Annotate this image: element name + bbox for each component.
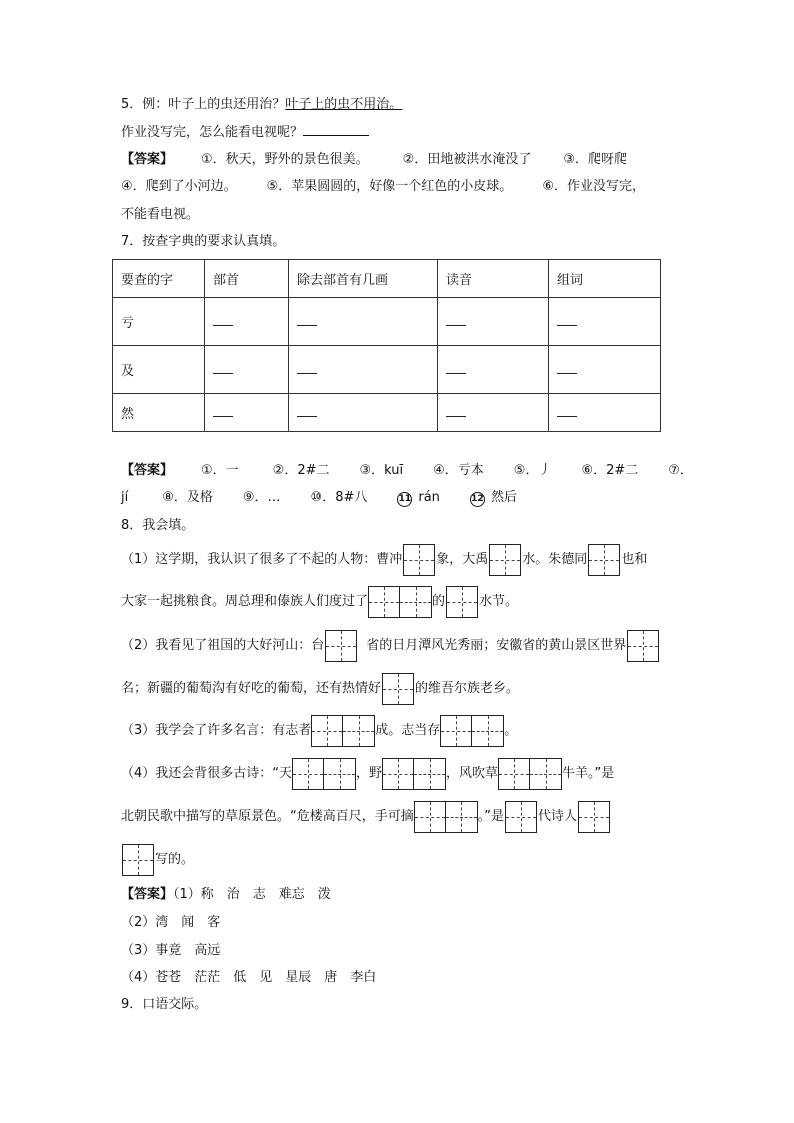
- q8-ans-1: （1）称 治 志 难忘 泼: [173, 887, 331, 902]
- fill-blank[interactable]: [297, 313, 317, 326]
- q7-ans-3: ③．kuī: [359, 463, 404, 478]
- q8-p4-text: （4）我还会背很多古诗：“天: [121, 766, 293, 781]
- q8-p1-text: 水。朱德同: [522, 552, 588, 567]
- fill-blank[interactable]: [297, 404, 317, 417]
- q8-p4b-text: 北朝民歌中描写的草原景色。“危楼高百尺，手可摘: [121, 809, 414, 824]
- q8-p4-text: ，风吹草: [446, 766, 499, 781]
- tianzi-box[interactable]: [311, 715, 343, 747]
- q7-ans-12: 然后: [490, 490, 517, 505]
- tianzi-box[interactable]: [382, 673, 414, 705]
- q8-p4b-text: 代诗人: [538, 809, 578, 824]
- q8-p3-text: （3）我学会了许多名言：有志者: [121, 723, 312, 738]
- q7-ans-5: ⑤．丿: [513, 463, 552, 478]
- q5-ans-6-cont: 不能看电视。: [121, 207, 200, 222]
- q7-ans-8: ⑧．及格: [162, 490, 213, 505]
- fill-blank[interactable]: [213, 313, 233, 326]
- tianzi-box[interactable]: [498, 758, 530, 790]
- tianzi-box[interactable]: [325, 630, 357, 662]
- table-row: [113, 298, 661, 346]
- q5-ans-6: ⑥．作业没写完，: [542, 179, 645, 194]
- q7-ans-11-number: 11: [397, 492, 412, 507]
- q8-p3-text: 。: [504, 723, 518, 738]
- tianzi-box[interactable]: [505, 801, 537, 833]
- q8-p1b-text: 的: [432, 594, 446, 609]
- answer-tag: 【答案】: [121, 887, 174, 902]
- q8-p4: [121, 757, 614, 791]
- q8-p2b: [121, 672, 519, 706]
- tianzi-box[interactable]: [440, 715, 472, 747]
- tianzi-box[interactable]: [324, 758, 356, 790]
- row-char: 亏: [113, 298, 205, 346]
- q5-example-answer: 叶子上的虫不用治。: [285, 97, 403, 112]
- fill-blank[interactable]: [213, 361, 233, 374]
- q8-p4c: [121, 843, 194, 877]
- q8-p1-text: 也和: [621, 552, 648, 567]
- q8-p4b-text: 。”是: [477, 809, 504, 824]
- q8-p3: [121, 714, 517, 748]
- q9-title: 9．口语交际。: [121, 997, 208, 1012]
- q7-ans-12-number: 12: [470, 492, 485, 507]
- q8-p2: [121, 629, 660, 663]
- q8-p1b: [121, 585, 518, 619]
- q7-ans-2: ②．2#二: [272, 463, 330, 478]
- fill-blank[interactable]: [446, 361, 466, 374]
- q7-ans-6: ⑥．2#二: [581, 463, 639, 478]
- tianzi-box[interactable]: [414, 758, 446, 790]
- tianzi-box[interactable]: [530, 758, 562, 790]
- fill-blank[interactable]: [297, 361, 317, 374]
- q5-answer-line-2: [121, 178, 645, 196]
- q8-answer-line-3: （3）事竟 高远: [121, 943, 221, 958]
- dictionary-table: [112, 259, 661, 432]
- tianzi-box[interactable]: [446, 801, 478, 833]
- q8-p2b-text: 的维吾尔族老乡。: [415, 681, 520, 696]
- row-char: 然: [113, 394, 205, 432]
- q5-ans-2: ②．田地被洪水淹没了: [402, 152, 532, 167]
- q7-title: 7．按查字典的要求认真填。: [121, 234, 286, 249]
- q5-ans-1: ①．秋天，野外的景色很美。: [201, 152, 369, 167]
- fill-blank[interactable]: [213, 404, 233, 417]
- tianzi-box[interactable]: [122, 844, 154, 876]
- q7-ans-1: ①．一: [201, 463, 239, 478]
- q5-prompt-line: [121, 124, 369, 142]
- fill-blank[interactable]: [557, 404, 577, 417]
- tianzi-box[interactable]: [627, 630, 659, 662]
- q7-answer-line-2: [121, 489, 517, 507]
- q5-ans-3: ③．爬呀爬: [563, 152, 627, 167]
- q5-prompt: 作业没写完，怎么能看电视呢？: [121, 125, 304, 140]
- header-words: 组词: [549, 260, 661, 298]
- tianzi-box[interactable]: [414, 801, 446, 833]
- q7-ans-4: ④．亏本: [433, 463, 484, 478]
- q8-p2-text: 省的日月潭风光秀丽；安徽省的黄山景区世界: [366, 638, 627, 653]
- q5-answer-blank[interactable]: [303, 135, 369, 136]
- q8-p1b-text: 水节。: [479, 594, 519, 609]
- tianzi-box[interactable]: [578, 801, 610, 833]
- table-row: [113, 346, 661, 394]
- answer-tag: 【答案】: [121, 152, 174, 167]
- table-row: [113, 394, 661, 432]
- q7-ans-11: rán: [418, 490, 440, 505]
- tianzi-box[interactable]: [368, 586, 400, 618]
- q8-p2-text: （2）我看见了祖国的大好河山：台: [121, 638, 325, 653]
- q8-answer-line-4: （4）苍苍 茫茫 低 见 星辰 唐 李白: [121, 970, 377, 985]
- q8-answer-line-1: [121, 886, 331, 904]
- q8-answer-line-2: （2）湾 闻 客: [121, 915, 221, 930]
- answer-tag: 【答案】: [121, 463, 174, 478]
- fill-blank[interactable]: [557, 313, 577, 326]
- tianzi-box[interactable]: [292, 758, 324, 790]
- q5-example-line: [121, 96, 402, 114]
- q7-ans-10: ⑩．8#八: [310, 490, 368, 505]
- q7-ans-7: ⑦．: [668, 463, 693, 478]
- q7-ans-9: ⑨．…: [242, 490, 281, 505]
- tianzi-box[interactable]: [588, 544, 620, 576]
- q8-p1b-text: 大家一起挑粮食。周总理和傣族人们度过了: [121, 594, 369, 609]
- q5-ans-4: ④．爬到了小河边。: [121, 179, 237, 194]
- tianzi-box[interactable]: [382, 758, 414, 790]
- tianzi-box[interactable]: [472, 715, 504, 747]
- tianzi-box[interactable]: [343, 715, 375, 747]
- header-pronunciation: 读音: [438, 260, 549, 298]
- q5-ans-5: ⑤．苹果圆圆的，好像一个红色的小皮球。: [266, 179, 513, 194]
- tianzi-box[interactable]: [446, 586, 478, 618]
- q8-p3-text: 成。志当存: [375, 723, 441, 738]
- q8-p2b-text: 名；新疆的葡萄沟有好吃的葡萄，还有热情好: [121, 681, 382, 696]
- tianzi-box[interactable]: [489, 544, 521, 576]
- header-radical: 部首: [205, 260, 289, 298]
- tianzi-box[interactable]: [403, 544, 435, 576]
- fill-blank[interactable]: [446, 404, 466, 417]
- q7-ans-7-cont: jí: [121, 490, 129, 505]
- row-char: 及: [113, 346, 205, 394]
- tianzi-box[interactable]: [400, 586, 432, 618]
- q8-title: 8．我会填。: [121, 518, 195, 533]
- fill-blank[interactable]: [446, 313, 466, 326]
- q8-p4-text: 牛羊。”是: [562, 766, 615, 781]
- q5-prefix: 5．例：叶子上的虫还用治？: [121, 97, 286, 112]
- q8-p1: [121, 543, 647, 577]
- q8-p1-text: （1）这学期，我认识了很多了不起的人物：曹冲: [121, 552, 403, 567]
- fill-blank[interactable]: [557, 361, 577, 374]
- q5-answer-line-1: [121, 151, 627, 169]
- q8-p4-text: ，野: [356, 766, 383, 781]
- header-strokes: 除去部首有几画: [289, 260, 438, 298]
- q7-answer-line-1: [121, 462, 693, 480]
- q5-answer-line-3: [121, 206, 199, 224]
- header-char: 要查的字: [113, 260, 205, 298]
- q8-p1-text: 象，大禹: [436, 552, 489, 567]
- q8-p4c-text: 写的。: [155, 852, 195, 867]
- table-header-row: [113, 260, 661, 298]
- q8-p4b: [121, 800, 611, 834]
